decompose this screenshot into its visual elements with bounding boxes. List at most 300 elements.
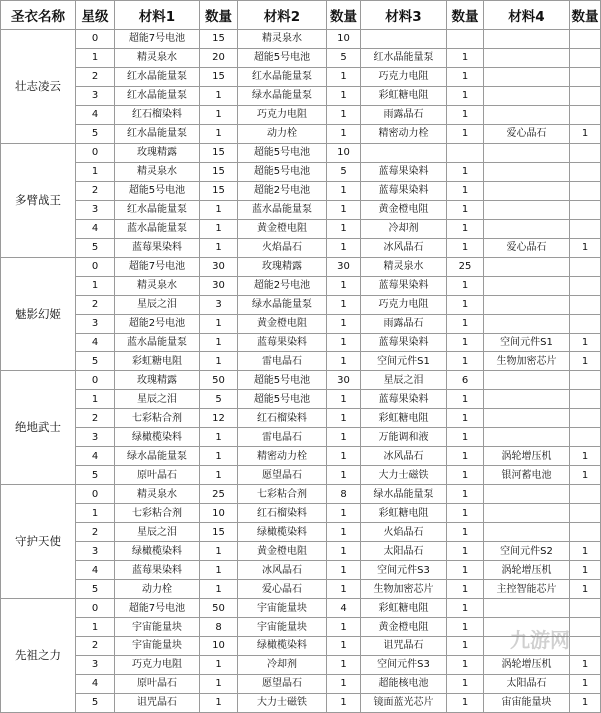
- table-cell: 1: [447, 86, 484, 105]
- table-cell: 1: [327, 124, 361, 143]
- table-cell: 1: [447, 181, 484, 200]
- table-cell: 3: [76, 200, 115, 219]
- table-cell: 红水晶能量泵: [238, 67, 327, 86]
- table-row: [1, 48, 601, 67]
- table-cell: 1: [327, 390, 361, 409]
- column-header: 材料4: [484, 1, 570, 30]
- table-cell: 超能7号电池: [115, 599, 200, 618]
- table-cell: 1: [447, 333, 484, 352]
- table-cell: 愿望晶石: [238, 466, 327, 485]
- table-cell: [484, 485, 570, 504]
- table-cell: 30: [327, 257, 361, 276]
- table-cell: 彩虹糖电阻: [361, 599, 447, 618]
- table-cell: 冰风晶石: [238, 561, 327, 580]
- table-cell: 蓝莓果染料: [115, 561, 200, 580]
- table-row: [1, 618, 601, 637]
- table-cell: 50: [200, 371, 238, 390]
- table-row: [1, 181, 601, 200]
- table-cell: 12: [200, 409, 238, 428]
- table-cell: 5: [76, 352, 115, 371]
- table-cell: 红石榴染料: [238, 409, 327, 428]
- table-cell: [484, 105, 570, 124]
- table-row: [1, 219, 601, 238]
- table-cell: 1: [76, 390, 115, 409]
- table-cell: 1: [570, 674, 601, 693]
- table-cell: 1: [570, 466, 601, 485]
- column-header: 材料2: [238, 1, 327, 30]
- table-cell: 2: [76, 181, 115, 200]
- table-cell: 蓝莓果染料: [361, 276, 447, 295]
- table-cell: 15: [200, 181, 238, 200]
- table-cell: 1: [200, 314, 238, 333]
- table-cell: 1: [327, 181, 361, 200]
- table-cell: [361, 143, 447, 162]
- table-cell: [484, 200, 570, 219]
- table-cell: 镜面蓝光芯片: [361, 693, 447, 712]
- table-cell: [570, 67, 601, 86]
- table-cell: 诅咒晶石: [115, 693, 200, 712]
- table-cell: 30: [327, 371, 361, 390]
- table-cell: 50: [200, 599, 238, 618]
- table-cell: 精密动力栓: [238, 447, 327, 466]
- table-cell: [484, 86, 570, 105]
- table-cell: 1: [327, 618, 361, 637]
- table-cell: [570, 200, 601, 219]
- table-cell: 1: [200, 105, 238, 124]
- table-cell: 4: [76, 333, 115, 352]
- table-cell: 爱心晶石: [484, 238, 570, 257]
- table-cell: 精灵泉水: [238, 30, 327, 49]
- table-cell: [447, 143, 484, 162]
- table-cell: 1: [447, 523, 484, 542]
- table-cell: 1: [447, 105, 484, 124]
- table-cell: 1: [447, 409, 484, 428]
- table-cell: 1: [327, 523, 361, 542]
- table-row: [1, 693, 601, 712]
- table-cell: 蓝水晶能量泵: [115, 219, 200, 238]
- table-cell: 空间元件S3: [361, 655, 447, 674]
- table-cell: 25: [447, 257, 484, 276]
- table-cell: 大力士磁铁: [238, 693, 327, 712]
- table-cell: 超能核电池: [361, 674, 447, 693]
- table-cell: 绿橄榄染料: [115, 542, 200, 561]
- table-row: [1, 409, 601, 428]
- table-cell: [484, 504, 570, 523]
- table-cell: 15: [200, 143, 238, 162]
- table-cell: 玫瑰精露: [238, 257, 327, 276]
- table-row: [1, 314, 601, 333]
- table-cell: 太阳晶石: [484, 674, 570, 693]
- table-cell: 绿橄榄染料: [115, 428, 200, 447]
- table-cell: 红石榴染料: [115, 105, 200, 124]
- table-cell: 2: [76, 295, 115, 314]
- table-cell: 原叶晶石: [115, 674, 200, 693]
- table-row: [1, 352, 601, 371]
- table-cell: [570, 143, 601, 162]
- table-cell: 1: [570, 333, 601, 352]
- table-cell: 红石榴染料: [238, 504, 327, 523]
- table-cell: 1: [447, 67, 484, 86]
- table-cell: 黄金橙电阻: [238, 542, 327, 561]
- table-cell: [570, 48, 601, 67]
- table-cell: [447, 30, 484, 49]
- table-cell: 1: [200, 580, 238, 599]
- table-cell: 1: [447, 219, 484, 238]
- table-cell: [570, 314, 601, 333]
- table-row: [1, 674, 601, 693]
- table-cell: 空间元件S2: [484, 542, 570, 561]
- table-cell: [570, 86, 601, 105]
- table-row: [1, 238, 601, 257]
- table-cell: 大力士磁铁: [361, 466, 447, 485]
- table-cell: 1: [447, 124, 484, 143]
- table-cell: 爱心晶石: [484, 124, 570, 143]
- table-cell: 0: [76, 257, 115, 276]
- table-cell: 1: [447, 200, 484, 219]
- table-cell: [570, 295, 601, 314]
- table-cell: 4: [76, 674, 115, 693]
- table-cell: 1: [447, 428, 484, 447]
- table-cell: 1: [200, 447, 238, 466]
- table-cell: 蓝莓果染料: [115, 238, 200, 257]
- table-cell: 10: [200, 504, 238, 523]
- table-cell: [484, 371, 570, 390]
- table-cell: 黄金橙电阻: [238, 314, 327, 333]
- table-cell: 蓝莓果染料: [361, 390, 447, 409]
- table-cell: 冰风晶石: [361, 447, 447, 466]
- table-cell: 蓝莓果染料: [361, 333, 447, 352]
- table-cell: 10: [327, 143, 361, 162]
- table-cell: [484, 409, 570, 428]
- table-cell: 10: [200, 637, 238, 656]
- table-cell: 绿水晶能量泵: [115, 447, 200, 466]
- table-cell: 超能5号电池: [238, 48, 327, 67]
- table-cell: 1: [327, 352, 361, 371]
- table-row: [1, 162, 601, 181]
- table-cell: 诅咒晶石: [361, 637, 447, 656]
- table-row: [1, 276, 601, 295]
- table-row: [1, 30, 601, 49]
- table-cell: 6: [447, 371, 484, 390]
- table-row: [1, 105, 601, 124]
- table-cell: 5: [76, 580, 115, 599]
- table-cell: 1: [327, 504, 361, 523]
- table-cell: 愿望晶石: [238, 674, 327, 693]
- table-cell: 冷却剂: [361, 219, 447, 238]
- table-cell: 黄金橙电阻: [238, 219, 327, 238]
- table-cell: 1: [327, 295, 361, 314]
- table-cell: 玫瑰精露: [115, 143, 200, 162]
- table-cell: 超能7号电池: [115, 30, 200, 49]
- table-cell: 精灵泉水: [115, 48, 200, 67]
- table-cell: 爱心晶石: [238, 580, 327, 599]
- table-cell: 1: [447, 238, 484, 257]
- table-cell: 1: [200, 219, 238, 238]
- table-cell: 1: [447, 352, 484, 371]
- table-cell: 1: [200, 693, 238, 712]
- saint-cloth-name: 守护天使: [1, 485, 76, 599]
- table-cell: 1: [327, 561, 361, 580]
- table-cell: 空间元件S3: [361, 561, 447, 580]
- table-cell: 8: [327, 485, 361, 504]
- table-cell: 1: [327, 333, 361, 352]
- table-cell: 3: [76, 655, 115, 674]
- saint-cloth-name: 多臂战王: [1, 143, 76, 257]
- table-cell: 1: [327, 655, 361, 674]
- table-cell: 红水晶能量泵: [115, 67, 200, 86]
- column-header: 圣衣名称: [1, 1, 76, 30]
- table-cell: 10: [327, 30, 361, 49]
- saint-cloth-name: 壮志凌云: [1, 30, 76, 144]
- table-cell: 精灵泉水: [115, 485, 200, 504]
- table-cell: 1: [200, 124, 238, 143]
- table-cell: [570, 599, 601, 618]
- table-cell: 空间元件S1: [361, 352, 447, 371]
- table-cell: 星辰之泪: [115, 523, 200, 542]
- table-cell: 2: [76, 409, 115, 428]
- table-cell: 1: [447, 655, 484, 674]
- table-cell: 冰风晶石: [361, 238, 447, 257]
- table-cell: 超能5号电池: [115, 181, 200, 200]
- table-cell: 动力栓: [238, 124, 327, 143]
- table-cell: 0: [76, 599, 115, 618]
- table-cell: 1: [570, 655, 601, 674]
- table-cell: 1: [327, 67, 361, 86]
- table-cell: 超能5号电池: [238, 143, 327, 162]
- table-cell: 宇宙能量块: [115, 618, 200, 637]
- table-cell: 宇宙能量块: [115, 637, 200, 656]
- table-cell: 宇宙能量块: [238, 599, 327, 618]
- table-cell: 彩虹糖电阻: [115, 352, 200, 371]
- table-cell: [484, 390, 570, 409]
- table-cell: [484, 181, 570, 200]
- table-cell: 1: [447, 390, 484, 409]
- table-cell: 1: [327, 200, 361, 219]
- table-cell: [570, 371, 601, 390]
- table-cell: 超能2号电池: [238, 181, 327, 200]
- column-header: 星级: [76, 1, 115, 30]
- table-cell: 万能调和液: [361, 428, 447, 447]
- table-cell: 1: [327, 637, 361, 656]
- table-row: [1, 143, 601, 162]
- table-cell: 1: [447, 314, 484, 333]
- table-cell: 宙宙能量块: [484, 693, 570, 712]
- table-cell: 雷电晶石: [238, 428, 327, 447]
- table-cell: 1: [200, 200, 238, 219]
- table-cell: [484, 523, 570, 542]
- table-cell: 红水晶能量泵: [115, 124, 200, 143]
- column-header: 数量: [447, 1, 484, 30]
- table-cell: 超能5号电池: [238, 371, 327, 390]
- table-cell: 涡轮增压机: [484, 655, 570, 674]
- table-row: [1, 523, 601, 542]
- table-row: [1, 466, 601, 485]
- table-cell: [570, 504, 601, 523]
- table-cell: 超能2号电池: [238, 276, 327, 295]
- table-cell: 1: [200, 238, 238, 257]
- table-cell: 0: [76, 371, 115, 390]
- table-cell: 1: [200, 466, 238, 485]
- table-cell: 15: [200, 67, 238, 86]
- table-cell: [570, 409, 601, 428]
- table-cell: 精灵泉水: [361, 257, 447, 276]
- table-cell: 1: [76, 162, 115, 181]
- table-cell: [570, 105, 601, 124]
- table-cell: 1: [447, 162, 484, 181]
- table-cell: 5: [76, 238, 115, 257]
- column-header: 材料3: [361, 1, 447, 30]
- table-cell: 1: [447, 48, 484, 67]
- column-header: 数量: [327, 1, 361, 30]
- table-cell: 1: [447, 637, 484, 656]
- table-cell: 1: [327, 674, 361, 693]
- table-cell: 巧克力电阻: [115, 655, 200, 674]
- table-cell: [484, 219, 570, 238]
- table-cell: 精灵泉水: [115, 162, 200, 181]
- table-row: [1, 504, 601, 523]
- table-cell: 8: [200, 618, 238, 637]
- table-cell: 蓝水晶能量泵: [238, 200, 327, 219]
- saint-cloth-name: 魅影幻姬: [1, 257, 76, 371]
- table-cell: 4: [76, 447, 115, 466]
- table-row: [1, 428, 601, 447]
- table-cell: 5: [200, 390, 238, 409]
- table-cell: 精灵泉水: [115, 276, 200, 295]
- table-cell: 0: [76, 30, 115, 49]
- table-cell: 1: [570, 238, 601, 257]
- table-cell: 主控智能芯片: [484, 580, 570, 599]
- table-cell: 1: [570, 542, 601, 561]
- table-cell: 5: [327, 48, 361, 67]
- table-cell: 1: [327, 580, 361, 599]
- table-cell: 3: [76, 86, 115, 105]
- table-cell: 红水晶能量泵: [115, 200, 200, 219]
- table-cell: [484, 30, 570, 49]
- table-row: [1, 67, 601, 86]
- table-cell: [484, 143, 570, 162]
- saint-cloth-name: 绝地武士: [1, 371, 76, 485]
- table-cell: 超能5号电池: [238, 390, 327, 409]
- table-cell: 雨露晶石: [361, 314, 447, 333]
- table-cell: 4: [76, 105, 115, 124]
- table-cell: 0: [76, 143, 115, 162]
- table-cell: 蓝水晶能量泵: [115, 333, 200, 352]
- table-cell: 1: [447, 674, 484, 693]
- table-cell: 绿水晶能量泵: [361, 485, 447, 504]
- table-cell: 空间元件S1: [484, 333, 570, 352]
- table-cell: [484, 618, 570, 637]
- table-cell: 1: [447, 276, 484, 295]
- table-row: [1, 655, 601, 674]
- table-cell: 1: [327, 447, 361, 466]
- table-cell: 蓝莓果染料: [361, 181, 447, 200]
- table-cell: 5: [327, 162, 361, 181]
- table-row: [1, 599, 601, 618]
- table-cell: 15: [200, 162, 238, 181]
- table-cell: 2: [76, 67, 115, 86]
- table-cell: 星辰之泪: [361, 371, 447, 390]
- table-cell: 5: [76, 693, 115, 712]
- table-body: [1, 30, 601, 713]
- table-cell: [484, 314, 570, 333]
- table-cell: 1: [447, 466, 484, 485]
- table-row: [1, 333, 601, 352]
- table-cell: 红水晶能量泵: [115, 86, 200, 105]
- table-cell: 1: [327, 86, 361, 105]
- table-cell: 火焰晶石: [361, 523, 447, 542]
- table-cell: 彩虹糖电阻: [361, 409, 447, 428]
- table-cell: [570, 219, 601, 238]
- table-cell: 5: [76, 466, 115, 485]
- table-cell: [570, 637, 601, 656]
- table-row: [1, 86, 601, 105]
- table-cell: 原叶晶石: [115, 466, 200, 485]
- table-cell: 1: [570, 447, 601, 466]
- table-cell: 1: [327, 409, 361, 428]
- table-cell: 1: [447, 693, 484, 712]
- table-cell: 绿水晶能量泵: [238, 295, 327, 314]
- table-cell: 2: [76, 523, 115, 542]
- table-cell: 1: [570, 352, 601, 371]
- table-cell: 巧克力电阻: [361, 295, 447, 314]
- table-cell: [570, 485, 601, 504]
- table-cell: 宇宙能量块: [238, 618, 327, 637]
- table-row: [1, 637, 601, 656]
- table-cell: [570, 162, 601, 181]
- table-cell: [570, 390, 601, 409]
- table-cell: 星辰之泪: [115, 390, 200, 409]
- table-cell: 1: [76, 48, 115, 67]
- table-cell: 银河蓄电池: [484, 466, 570, 485]
- table-cell: 3: [200, 295, 238, 314]
- table-cell: 精密动力栓: [361, 124, 447, 143]
- table-cell: [570, 30, 601, 49]
- table-cell: [484, 276, 570, 295]
- table-cell: 30: [200, 276, 238, 295]
- table-cell: 4: [76, 561, 115, 580]
- table-cell: 蓝莓果染料: [361, 162, 447, 181]
- table-cell: 1: [447, 504, 484, 523]
- table-cell: 彩虹糖电阻: [361, 86, 447, 105]
- table-cell: 太阳晶石: [361, 542, 447, 561]
- table-cell: 2: [76, 637, 115, 656]
- table-cell: 1: [200, 655, 238, 674]
- table-cell: [570, 428, 601, 447]
- table-cell: 彩虹糖电阻: [361, 504, 447, 523]
- table-row: [1, 580, 601, 599]
- table-cell: 七彩粘合剂: [115, 504, 200, 523]
- table-cell: 巧克力电阻: [361, 67, 447, 86]
- table-cell: 1: [327, 542, 361, 561]
- table-row: [1, 124, 601, 143]
- table-row: [1, 295, 601, 314]
- table-row: [1, 542, 601, 561]
- table-cell: 1: [570, 693, 601, 712]
- table-cell: 黄金橙电阻: [361, 618, 447, 637]
- table-cell: [484, 48, 570, 67]
- table-cell: 25: [200, 485, 238, 504]
- table-cell: 星辰之泪: [115, 295, 200, 314]
- table-cell: 1: [447, 561, 484, 580]
- table-cell: 1: [327, 276, 361, 295]
- table-row: [1, 561, 601, 580]
- table-cell: 绿水晶能量泵: [238, 86, 327, 105]
- table-cell: 3: [76, 428, 115, 447]
- table-cell: 4: [76, 219, 115, 238]
- table-cell: 1: [327, 105, 361, 124]
- table-cell: 巧克力电阻: [238, 105, 327, 124]
- table-cell: 1: [447, 580, 484, 599]
